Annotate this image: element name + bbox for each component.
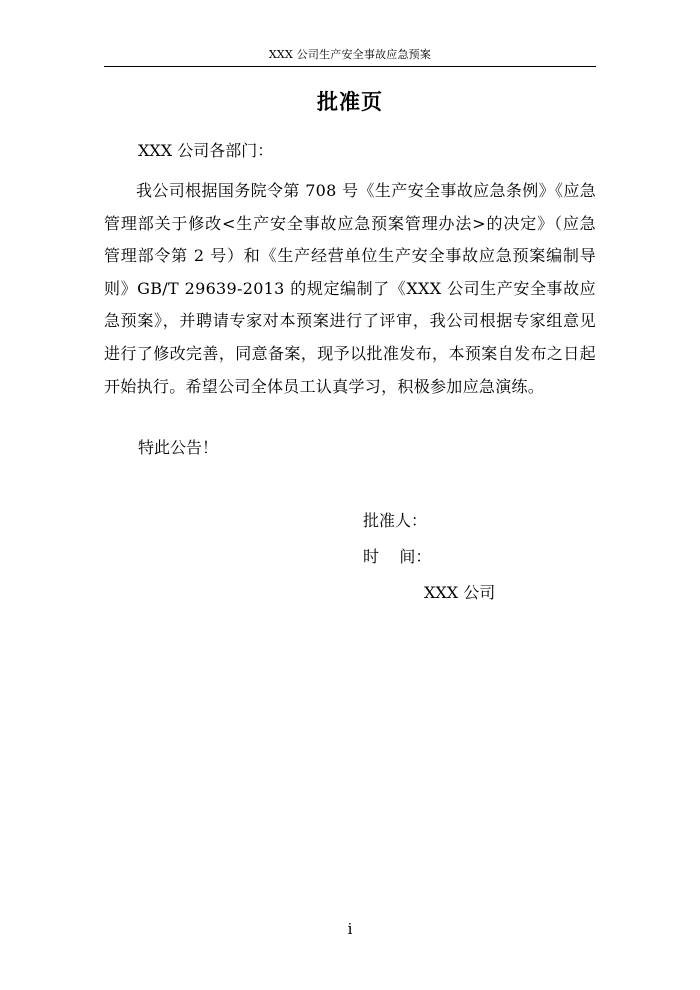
company-signature: XXX 公司 — [424, 583, 496, 602]
page-number: i — [347, 920, 353, 938]
body-paragraph: 我公司根据国务院令第 708 号《生产安全事故应急条例》《应急管理部关于修改<生产安全事故应急预案管理办法>的决定》（应急管理部令第 2 号）和《生产经营单位生产安全事故应急预案编制导则》GB/T 29639-2013 的规定编制了《XXX 公司生产安全事故应急预案》，并聘请专家对本预案进行了评审，我公司根据专家组意见进行了修改完善，同意备案，现予以批准发布，本预案自发布之日起开始执行。希望公司全体员工认真学习，积极参加应急演练。 — [104, 181, 596, 396]
closing-statement: 特此公告！ — [138, 438, 219, 457]
page-title: 批准页 — [317, 89, 383, 114]
time-label: 时 间： — [363, 547, 432, 566]
approver-label: 批准人： — [363, 511, 428, 530]
running-header: XXX 公司生产安全事故应急预案 — [268, 48, 432, 61]
salutation: XXX 公司各部门： — [138, 141, 274, 160]
header-divider — [104, 66, 596, 67]
